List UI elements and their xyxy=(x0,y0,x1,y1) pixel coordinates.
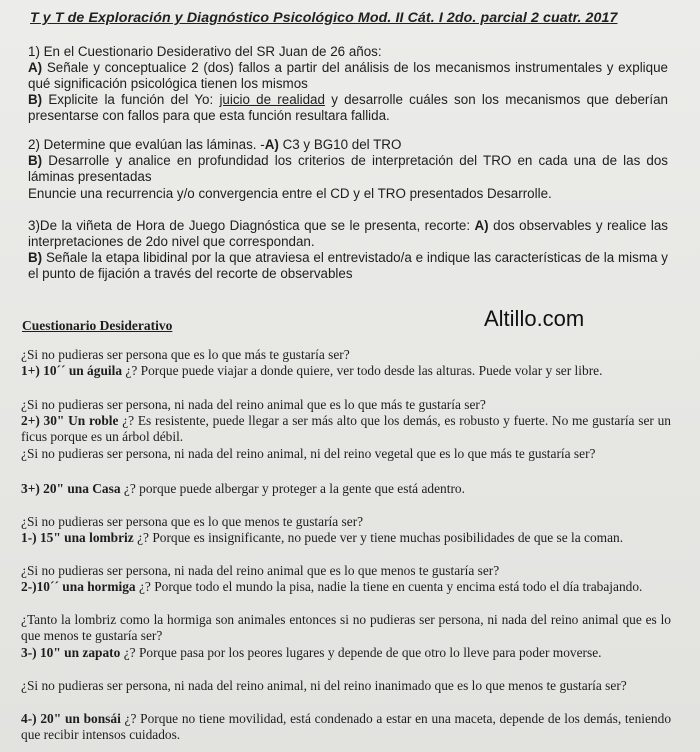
question-2b xyxy=(28,153,668,185)
negative-answer-4-reason: ¿? Porque no tiene movilidad, está condenado a estar en una maceta, depende de los demás, teniendo que recibir intensos cuidados. xyxy=(21,711,672,743)
negative-question-1: ¿Si no pudieras ser persona que es lo que menos te gustaría ser? xyxy=(21,514,364,529)
negative-answer-4-choice: un bonsái xyxy=(64,711,121,726)
question-1b xyxy=(28,92,668,124)
negative-answer-2-number: 2-)10´´ xyxy=(21,579,59,594)
positive-answer-3 xyxy=(21,481,671,497)
negative-answer-1-reason: ¿? Porque es insignificante, no puede ver y tiene muchas posibilidades de que se la coman. xyxy=(137,530,624,545)
question-2c-text: Enuncie una recurrencia y/o convergencia entre el CD y el TRO presentados Desarrolle. xyxy=(28,186,552,201)
exam-header-title: T y T de Exploración y Diagnóstico Psicológico Mod. II Cát. I 2do. parcial 2 cuatr. 2017 xyxy=(30,10,618,26)
positive-answer-3-reason: ¿? porque puede albergar y proteger a la gente que está adentro. xyxy=(123,481,465,496)
positive-question-1: ¿Si no pudieras ser persona que es lo que más te gustaría ser? xyxy=(21,347,350,362)
positive-question-3: ¿Si no pudieras ser persona, ni nada del reino animal, ni del reino vegetal que es lo que más te gustaría ser? xyxy=(21,446,596,461)
positive-answer-1-reason: ¿? Porque puede viajar a donde quiere, ver todo desde las alturas. Puede volar y ser libre. xyxy=(125,363,603,378)
negative-question-4: ¿Si no pudieras ser persona, ni nada del reino animal, ni del reino inanimado que es lo que menos te gustaría ser? xyxy=(21,678,627,693)
question-1a-label: A) xyxy=(28,60,43,75)
negative-answer-1-number: 1-) 15" xyxy=(21,530,61,545)
negative-answer-3-number: 3-) 10" xyxy=(21,645,61,660)
negative-answer-3 xyxy=(21,645,671,661)
question-3b-text: Señale la etapa libidinal por la que atraviesa el entrevistado/a e indique las características de la misma y el punto de fijación a través del recorte de observables xyxy=(28,250,668,281)
negative-question-3: ¿Tanto la lombriz como la hormiga son animales entonces si no pudieras ser persona, ni nada del reino animal que es lo que menos te gustaría ser? xyxy=(21,612,671,644)
question-1b-underlined: juicio de realidad xyxy=(219,92,325,107)
question-2-a-label: A) xyxy=(264,137,279,152)
question-2b-text: Desarrolle y analice en profundidad los criterios de interpretación del TRO en cada una de las dos láminas presentadas xyxy=(28,153,668,184)
positive-answer-1 xyxy=(21,363,671,379)
question-1b-post: y desarrolle cuáles son los mecanismos que deberían presentarse con fallos para que esta función resultara fallida. xyxy=(28,92,668,123)
question-3-text: 3)De la viñeta de Hora de Juego Diagnóstica que se le presenta, recorte: xyxy=(28,218,471,233)
question-2b-label: B) xyxy=(28,153,43,168)
positive-answer-1-choice: un águila xyxy=(68,363,123,378)
question-1b-label: B) xyxy=(28,92,43,107)
negative-answer-2-choice: una hormiga xyxy=(62,579,136,594)
question-2-text: 2) Determine que evalúan las láminas. - xyxy=(28,137,265,152)
question-3a-label: A) xyxy=(474,218,489,233)
negative-answer-2-reason: ¿? Porque todo el mundo la pisa, nadie la tiene en cuenta y encima está todo el día trabajando. xyxy=(138,579,643,594)
section-title: Cuestionario Desiderativo xyxy=(22,318,173,333)
positive-answer-3-choice: una Casa xyxy=(67,481,121,496)
negative-answer-1-choice: una lombriz xyxy=(64,530,134,545)
question-1-intro xyxy=(28,44,668,60)
negative-answer-2 xyxy=(21,579,671,595)
watermark-text: Altillo.com xyxy=(484,306,585,331)
positive-answer-2-choice: Un roble xyxy=(68,413,119,428)
negative-answer-1 xyxy=(21,530,671,546)
positive-answer-3-number: 3+) 20" xyxy=(21,481,64,496)
positive-answer-2-reason: ¿? Es resistente, puede llegar a ser más alto que los demás, es robusto y fuerte. No me gustaría ser un ficus porque es un árbol débil. xyxy=(21,413,671,445)
negative-answer-4 xyxy=(21,711,671,744)
negative-answer-3-reason: ¿? Porque pasa por los peores lugares y depende de que otro lo lleve para poder moverse. xyxy=(123,645,602,660)
question-2-intro xyxy=(28,137,668,153)
positive-question-2: ¿Si no pudieras ser persona, ni nada del reino animal que es lo que más te gustaría ser? xyxy=(21,397,486,412)
question-3a xyxy=(28,218,668,250)
positive-answer-2-number: 2+) 30" xyxy=(21,413,65,428)
positive-answer-2 xyxy=(21,413,671,446)
question-3a-text: dos observables y realice las interpretaciones de 2do nivel que correspondan. xyxy=(28,218,668,249)
question-1a xyxy=(28,60,668,92)
positive-answer-1-number: 1+) 10´´ xyxy=(21,363,66,378)
question-1b-pre: Explicite la función del Yo: xyxy=(48,92,214,107)
question-3b-label: B) xyxy=(28,250,43,265)
question-1-text: 1) En el Cuestionario Desiderativo del SR Juan de 26 años: xyxy=(28,44,382,59)
negative-question-2: ¿Si no pudieras ser persona, ni nada del reino animal que es lo que menos te gustaría ser? xyxy=(21,563,500,578)
negative-answer-3-choice: un zapato xyxy=(64,645,121,660)
negative-answer-4-number: 4-) 20" xyxy=(21,711,62,726)
question-2c xyxy=(28,186,668,202)
question-1a-text: Señale y conceptualice 2 (dos) fallos a partir del análisis de los mecanismos instrumentales y explique qué significación psicológica tienen los mismos xyxy=(28,60,668,91)
question-3b xyxy=(28,250,668,282)
question-2-tail: C3 y BG10 del TRO xyxy=(282,137,402,152)
